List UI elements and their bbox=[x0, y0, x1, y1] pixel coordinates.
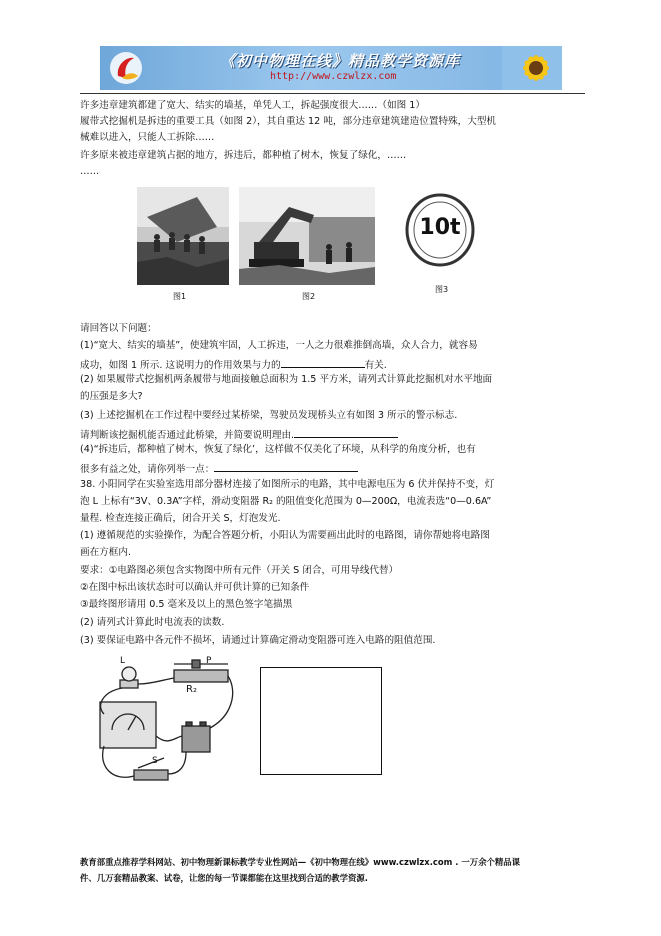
figure-2-photo bbox=[239, 187, 375, 285]
weight-limit-text: 10t bbox=[419, 215, 461, 240]
paragraph-1: 许多违章建筑都建了宽大、结实的墙基，单凭人工，拆起强度很大……（如图 1） bbox=[80, 100, 425, 111]
footer-line-1: 教育部重点推荐学科网站、初中物理新课标教学专业性网站—《初中物理在线》www.czwlzx.com . 一万余个精品课 bbox=[80, 857, 520, 867]
q38-line-2: 泡 L 上标有“3V、0.3A”字样，滑动变阻器 R₂ 的阻值变化范围为 0—200Ω，电流表选“0—0.6A” bbox=[80, 496, 492, 507]
question-4-line-1: (4)“拆违后，都种植了树木，恢复了绿化’，这样做不仅美化了环境，从科学的角度分析，也有 bbox=[80, 444, 476, 455]
paragraph-4: 许多原来被违章建筑占据的地方，拆违后，都种植了树木，恢复了绿化，…… bbox=[80, 150, 407, 161]
paragraph-2: 履带式挖掘机是拆违的重要工具（如图 2），其自重达 12 吨，部分违章建筑建造位置特殊，大型机 bbox=[80, 116, 497, 127]
answer-blank-3[interactable] bbox=[294, 427, 398, 438]
question-2-line-2: 的压强是多大? bbox=[80, 391, 143, 402]
q38-line-5: 画在方框内. bbox=[80, 547, 132, 558]
question-1-suffix: 有关. bbox=[364, 360, 387, 371]
figure-3-caption: 图3 bbox=[435, 285, 449, 294]
paragraph-5: …… bbox=[80, 166, 100, 177]
circuit-diagram-answer-box[interactable] bbox=[260, 667, 382, 775]
q38-line-7: ②在图中标出该状态时可以确认并可供计算的已知条件 bbox=[80, 582, 310, 593]
rheostat-label: R₂ bbox=[186, 684, 197, 695]
question-4-text: 很多有益之处，请你列举一点： bbox=[80, 464, 215, 475]
site-logo-icon bbox=[108, 50, 144, 86]
paragraph-3: 械难以进入，只能人工拆除…… bbox=[80, 132, 215, 143]
question-2-line-1: (2) 如果履带式挖掘机两条履带与地面接触总面积为 1.5 平方米，请列式计算此挖掘机对水平地面 bbox=[80, 374, 493, 385]
question-4-line-2 bbox=[80, 461, 358, 476]
q38-line-4: (1) 遵循规范的实验操作，为配合答题分析，小阳认为需要画出此时的电路图，请你帮她将电路图 bbox=[80, 530, 490, 541]
figure-3-sign bbox=[405, 193, 475, 267]
q38-line-1: 38. 小阳同学在实验室选用部分器材连接了如图所示的电路，其中电源电压为 6 伏并保持不变，灯 bbox=[80, 479, 495, 490]
q38-line-6: 要求：①电路图必须包含实物图中所有元件（开关 S 闭合，可用导线代替） bbox=[80, 565, 399, 576]
circuit-apparatus-figure bbox=[82, 656, 242, 806]
slider-label: P bbox=[206, 656, 212, 666]
answer-blank-1[interactable] bbox=[281, 357, 365, 368]
sunflower-icon bbox=[502, 46, 562, 90]
q38-line-10: (3) 要保证电路中各元件不损坏，请通过计算确定滑动变阻器可连入电路的阻值范围. bbox=[80, 635, 436, 646]
banner-url[interactable]: http://www.czwlzx.com bbox=[270, 71, 397, 82]
question-1-text: 成功，如图 1 所示. 这说明力的作用效果与力的 bbox=[80, 360, 281, 371]
q38-line-9: (2) 请列式计算此时电流表的读数. bbox=[80, 617, 225, 628]
question-3-line-1: (3) 上述挖掘机在工作过程中要经过某桥梁，驾驶员发现桥头立有如图 3 所示的警示标志. bbox=[80, 410, 458, 421]
q38-line-8: ③最终图形请用 0.5 毫米及以上的黑色签字笔描黑 bbox=[80, 599, 293, 610]
header-banner bbox=[100, 46, 562, 90]
figure-2-caption: 图2 bbox=[302, 292, 316, 301]
banner-title: 《初中物理在线》精品教学资源库 bbox=[220, 52, 461, 70]
question-3-line-2 bbox=[80, 427, 398, 442]
question-3-text: 请判断该挖掘机能否通过此桥梁，并简要说明理由. bbox=[80, 430, 295, 441]
header-divider bbox=[80, 93, 585, 94]
figure-1-photo bbox=[137, 187, 229, 285]
answer-blank-4[interactable] bbox=[214, 461, 358, 472]
lamp-label: L bbox=[120, 656, 126, 666]
switch-label: S bbox=[152, 756, 158, 766]
figure-1-caption: 图1 bbox=[173, 292, 187, 301]
question-1-line-1: (1)“宽大、结实的墙基”，使建筑牢固，人工拆违，一人之力很难推倒高墙，众人合力，就容易 bbox=[80, 340, 478, 351]
question-1-line-2 bbox=[80, 357, 387, 372]
footer-line-2: 件、几万套精品教案、试卷，让您的每一节课都能在这里找到合适的教学资源. bbox=[80, 873, 368, 883]
questions-intro: 请回答以下问题： bbox=[80, 323, 157, 334]
q38-line-3: 量程. 检查连接正确后，闭合开关 S，灯泡发光. bbox=[80, 513, 281, 524]
